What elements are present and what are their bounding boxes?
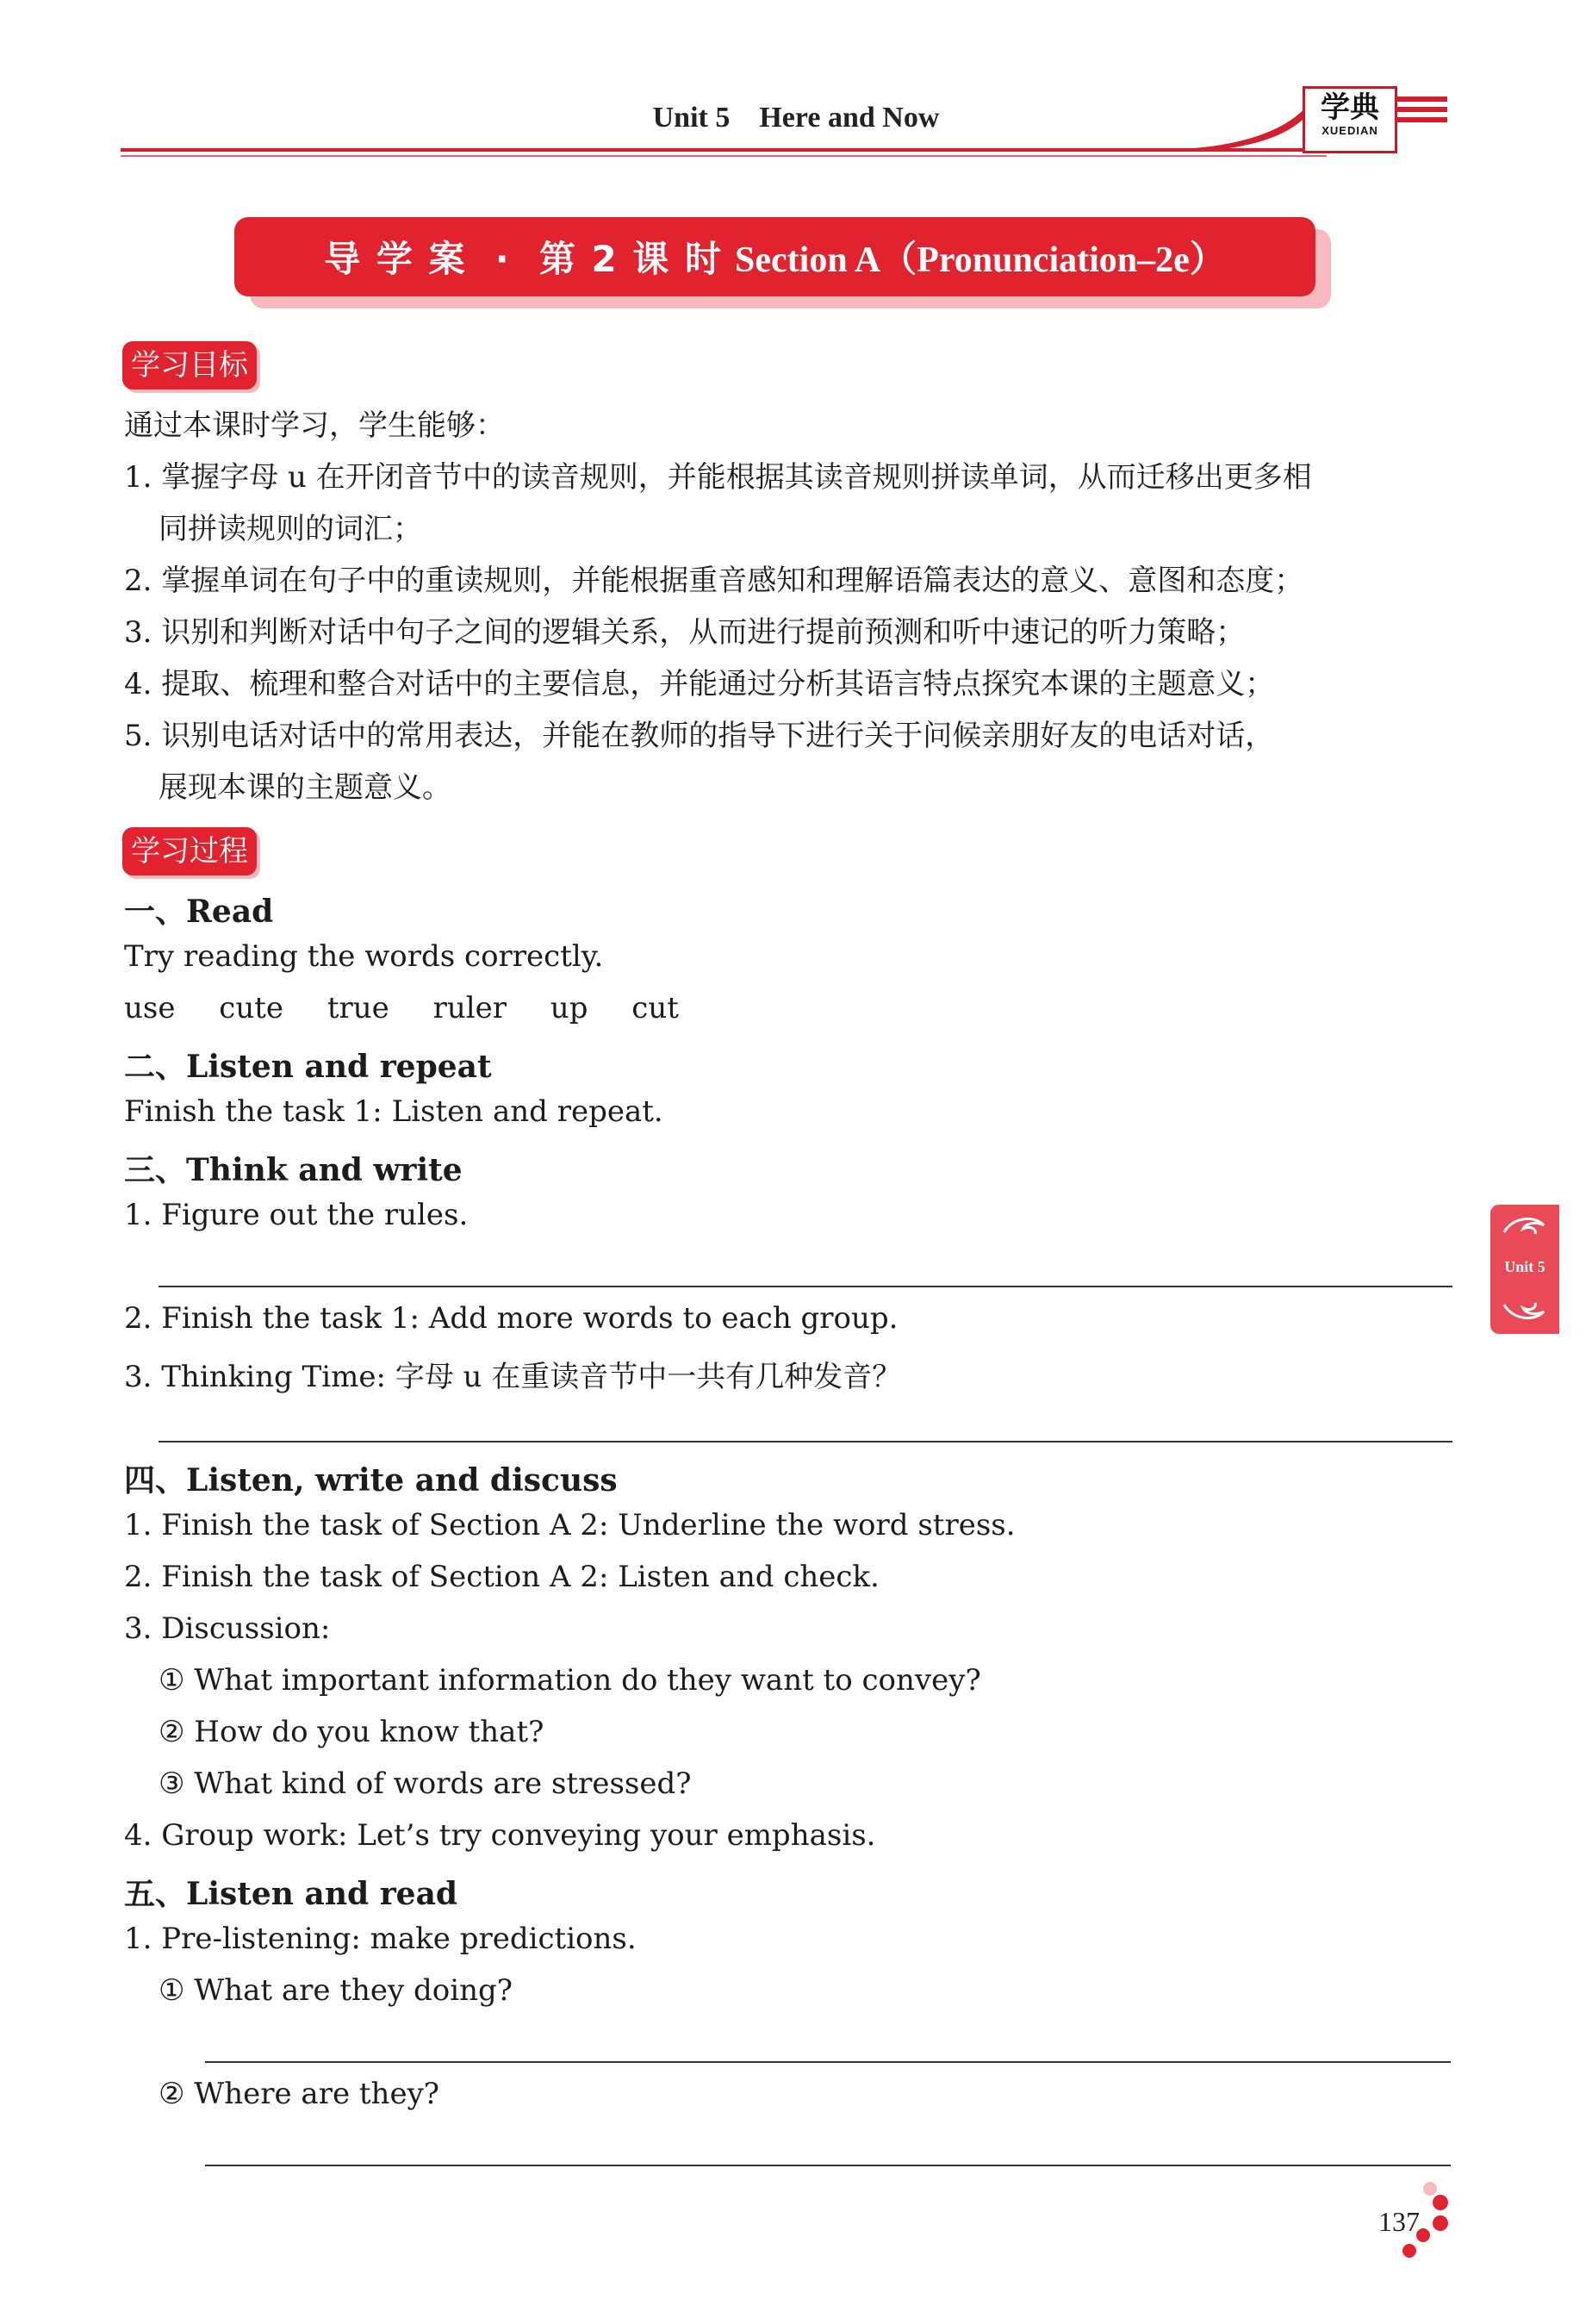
section-read-text: Try reading the words correctly. [124,939,604,974]
brand-stripes [1396,97,1447,131]
answer-line[interactable] [159,1441,1452,1442]
word: true [326,991,389,1025]
listen-read-item-1: 1. Pre-listening: make predictions. [124,1922,637,1956]
banner-en: Section A（Pronunciation–2e） [735,240,1226,280]
word: use [124,991,176,1025]
discuss-item-1: 1. Finish the task of Section A 2: Underline the word stress. [124,1508,1016,1542]
section-discuss-title: 四、Listen, write and discuss [124,1462,618,1498]
tag-learning-process: 学习过程 [122,827,257,875]
goal-item-3: 3. 识别和判断对话中句子之间的逻辑关系，从而进行提前预测和听中速记的听力策略； [124,615,1246,650]
goal-item-5: 5. 识别电话对话中的常用表达，并能在教师的指导下进行关于问候亲朋好友的电话对话， [124,719,1275,753]
discuss-question-2: ② How do you know that? [159,1715,544,1749]
section-think-write-title: 三、Think and write [124,1152,463,1188]
prediction-question-2: ② Where are they? [159,2077,440,2111]
goal-item-2: 2. 掌握单词在句子中的重读规则，并能根据重音感知和理解语篇表达的意义、意图和态度； [124,564,1304,598]
discuss-question-1: ① What important information do they want to convey? [159,1663,981,1698]
discuss-item-4: 4. Group work: Let’s try conveying your emphasis. [124,1818,876,1853]
discuss-question-3: ③ What kind of words are stressed? [159,1766,692,1801]
think-write-item-1: 1. Figure out the rules. [124,1198,469,1232]
word-list [124,991,713,1025]
section-read-title: 一、Read [124,894,274,930]
answer-line[interactable] [205,2061,1451,2063]
goal-item-1: 1. 掌握字母 u 在开闭音节中的读音规则，并能根据其读音规则拼读单词，从而迁移出更多相 [124,460,1312,495]
header-rule-thin [121,155,1327,157]
word: cute [219,991,284,1025]
header-rule [121,148,1327,152]
brand-logo: 学典 XUEDIAN [1303,86,1397,153]
section-listen-repeat-text: Finish the task 1: Listen and repeat. [124,1094,663,1129]
section-listen-read-title: 五、Listen and read [124,1876,458,1912]
goal-item-5-cont: 展现本课的主题意义。 [159,770,451,805]
swirl-icon [1501,1213,1549,1239]
discuss-item-3: 3. Discussion: [124,1611,331,1646]
think-write-item-2: 2. Finish the task 1: Add more words to each group. [124,1301,899,1336]
word: up [550,991,588,1025]
goals-intro: 通过本课时学习，学生能够： [124,408,505,443]
goal-item-4: 4. 提取、梳理和整合对话中的主要信息，并能通过分析其语言特点探究本课的主题意义； [124,667,1275,701]
swirl-icon [1501,1298,1549,1324]
goal-item-1-cont: 同拼读规则的词汇； [159,512,422,546]
lesson-banner [234,217,1315,296]
answer-line[interactable] [159,1286,1452,1287]
prediction-question-1: ① What are they doing? [159,1973,513,2008]
section-listen-repeat-title: 二、Listen and repeat [124,1049,492,1085]
tag-learning-goals: 学习目标 [122,341,257,389]
banner-cn: 导 学 案 · 第 2 课 时 [324,238,724,280]
think-write-item-3: 3. Thinking Time: 字母 u 在重读音节中一共有几种发音？ [124,1360,902,1394]
word: cut [631,991,679,1025]
running-header: Unit 5 Here and Now [652,102,940,134]
discuss-item-2: 2. Finish the task of Section A 2: Listen and check. [124,1560,880,1594]
page-number: 137 [1378,2206,1420,2237]
answer-line[interactable] [205,2165,1451,2166]
word: ruler [432,991,507,1025]
unit-side-tab: Unit 5 [1490,1205,1559,1334]
